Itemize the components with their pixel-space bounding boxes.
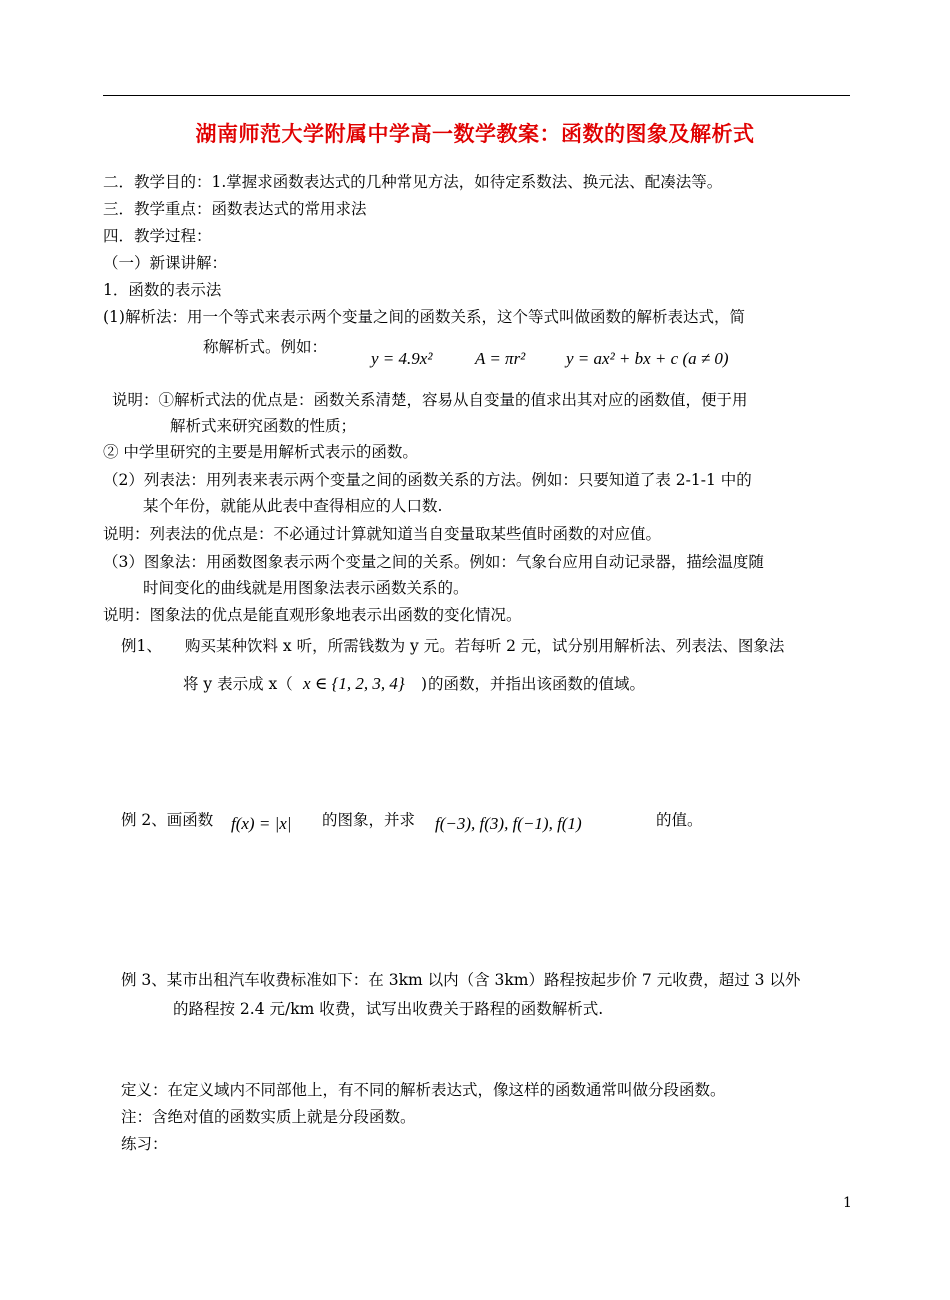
analytic-note-line3: ② 中学里研究的主要是用解析式表示的函数。 — [103, 443, 418, 461]
table-method-line1: （2）列表法：用列表来表示两个变量之间的函数关系的方法。例如：只要知道了表 2-1-1 中的 — [103, 471, 752, 489]
page-title: 湖南师范大学附属中学高一数学教案：函数的图象及解析式 — [195, 121, 755, 146]
example3-line1: 例 3、某市出租汽车收费标准如下：在 3km 以内（含 3km）路程按起步价 7 元收费，超过 3 以外 — [121, 971, 801, 989]
table-method-note: 说明：列表法的优点是：不必通过计算就知道当自变量取某些值时函数的对应值。 — [103, 525, 662, 543]
example3-line2: 的路程按 2.4 元/km 收费，试写出收费关于路程的函数解析式. — [173, 1000, 604, 1018]
header-rule — [103, 95, 850, 96]
example1-line2b: 的函数，并指出该函数的值域。 — [428, 675, 646, 693]
example1-line1: 购买某种饮料 x 听，所需钱数为 y 元。若每听 2 元，试分别用解析法、列表法、图象法 — [185, 637, 785, 655]
teaching-goal: 二．教学目的：1.掌握求函数表达式的几种常见方法，如待定系数法、换元法、配凑法等。 — [103, 173, 723, 191]
formula-free-fall: y = 4.9x² — [371, 349, 433, 368]
note: 注：含绝对值的函数实质上就是分段函数。 — [121, 1108, 416, 1126]
paren-close: ) — [421, 675, 428, 693]
table-method-line2: 某个年份，就能从此表中查得相应的人口数. — [143, 497, 443, 515]
example1-label: 例1、 — [121, 637, 162, 655]
teaching-process: 四．教学过程： — [103, 227, 212, 245]
graph-method-line1: （3）图象法：用函数图象表示两个变量之间的关系。例如：气象台应用自动记录器，描绘温度随 — [103, 553, 764, 571]
new-lesson-heading: （一）新课讲解： — [103, 254, 228, 272]
representation-heading: 1．函数的表示法 — [103, 281, 222, 299]
page-number: 1 — [843, 1195, 852, 1211]
example2-text-b: 的图象，并求 — [322, 811, 416, 829]
formula-circle-area: A = πr² — [475, 349, 526, 368]
graph-method-line2: 时间变化的曲线就是用图象法表示函数关系的。 — [143, 579, 469, 597]
analytic-method-line2: 称解析式。例如： — [203, 338, 328, 356]
example1-domain: x ∈ {1, 2, 3, 4} — [303, 674, 405, 693]
example2-text-c: 的值。 — [656, 811, 703, 829]
analytic-note-line1: 说明：①解析式法的优点是：函数关系清楚，容易从自变量的值求出其对应的函数值，便于用 — [112, 391, 748, 409]
analytic-note-line2: 解析式来研究函数的性质； — [170, 417, 357, 435]
definition: 定义：在定义域内不同部他上，有不同的解析表达式，像这样的函数通常叫做分段函数。 — [121, 1081, 726, 1099]
practice-heading: 练习： — [121, 1135, 168, 1153]
example2-text-a: 例 2、画函数 — [121, 811, 214, 829]
teaching-focus: 三．教学重点：函数表达式的常用求法 — [103, 200, 367, 218]
analytic-method-line1: (1)解析法：用一个等式来表示两个变量之间的函数关系，这个等式叫做函数的解析表达式，简 — [103, 308, 745, 326]
example2-function: f(x) = |x| — [231, 814, 292, 833]
example2-values: f(−3), f(3), f(−1), f(1) — [435, 814, 582, 833]
graph-method-note: 说明：图象法的优点是能直观形象地表示出函数的变化情况。 — [103, 606, 522, 624]
example1-line2a: 将 y 表示成 x（ — [183, 675, 293, 693]
formula-quadratic: y = ax² + bx + c (a ≠ 0) — [566, 349, 729, 368]
